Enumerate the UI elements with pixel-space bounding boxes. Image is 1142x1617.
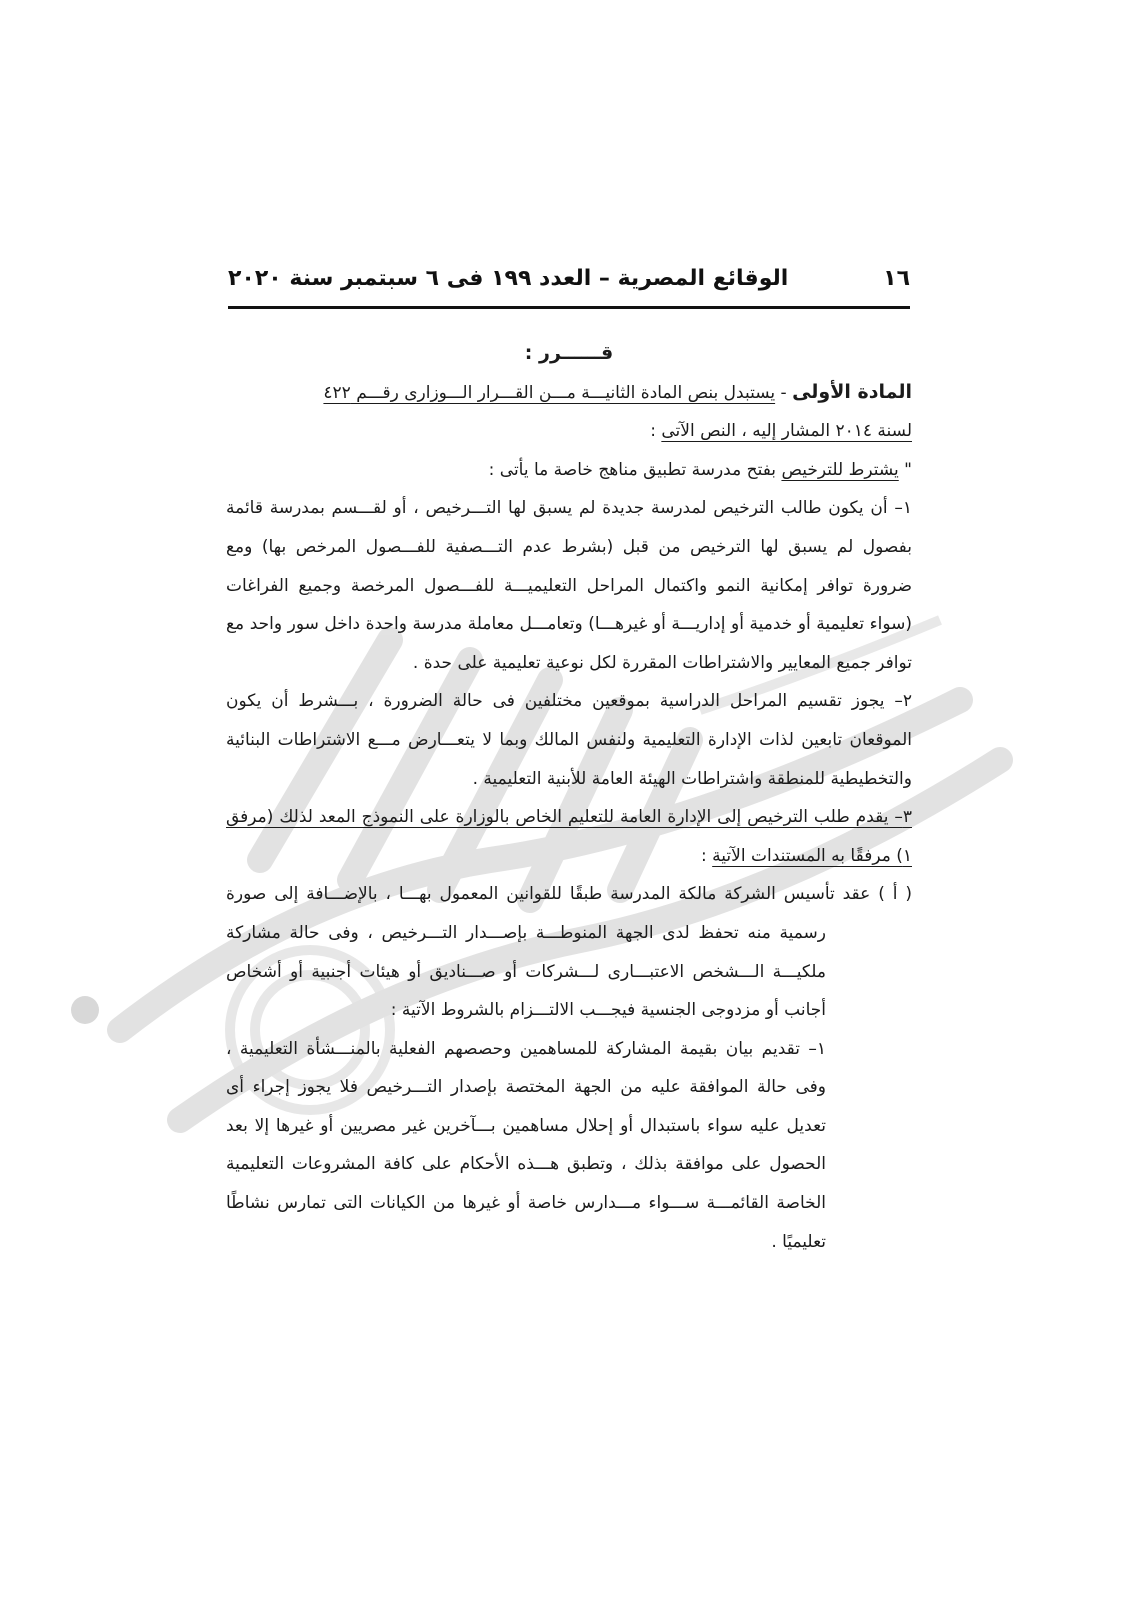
quote-intro (226, 451, 912, 490)
quote-intro-underlined: يشترط للترخيص (781, 459, 899, 480)
clause-3-a: ( أ ) عقد تأسيس الشركة مالكة المدرسة طبقًا للقوانين المعمول بهـــا ، بالإضـــافة إلى صورة رسمية منه تحفظ لدى الجهة المنوطـــة بإصـــدار التـــرخيص ، وفى حالة مشاركة ملكيـــة الـــشخص الاعتبـــارى لـــشركات أو صـــناديق أو هيئات أجنبية أو أشخاص أجانب أو مزدوجى الجنسية فيجـــب الالتـــزام بالشروط الآتية : (226, 884, 912, 1021)
clause-3-underlined: ٣– يقدم طلب الترخيص إلى الإدارة العامة للتعليم الخاص بالوزارة على النموذج المعد لذلك (مرفق ١) مرفقًا به المستندات الآتية (226, 807, 912, 866)
article-one-label: المادة الأولى (792, 380, 912, 403)
decree-title (226, 334, 912, 373)
clause-3 (226, 798, 912, 875)
clause-1: ١– أن يكون طالب الترخيص لمدرسة جديدة لم يسبق لها التـــرخيص ، أو لقـــسم بمدرسة قائمة بفصول لم يسبق لها الترخيص من قبل (بشرط عدم التـــصفية للفـــصول المرخص بها) ومع ضرورة توافر إمكانية النمو واكتمال المراحل التعليميـــة للفـــصول المرخصة وجميع الفراغات (سواء تعليمية أو خدمية أو إداريـــة أو غيرهـــا) وتعامـــل معاملة مدرسة واحدة داخل سور واحد مع توافر جميع المعايير والاشتراطات المقررة لكل نوعية تعليمية على حدة . (226, 498, 912, 673)
page-header (228, 258, 910, 298)
header-rule (228, 306, 910, 309)
article-one-line2-tail: : (650, 421, 662, 442)
article-one-text: يستبدل بنص المادة الثانيـــة مـــن القـــرار الـــوزارى رقـــم ٤٢٢ (323, 382, 776, 403)
clause-3-a-1: ١– تقديم بيان بقيمة المشاركة للمساهمين وحصصهم الفعلية بالمنـــشأة التعليمية ، وفى حالة الموافقة عليه من الجهة المختصة بإصدار التـــرخيص فلا يجوز إجراء أى تعديل عليه سواء باستبدال أو إحلال مساهمين بـــآخرين غير مصريين أو غيرها إلا بعد الحصول على موافقة بذلك ، وتطبق هـــذه الأحكام على كافة المشروعات التعليمية الخاصة القائمـــة ســـواء مـــدارس خاصة أو غيرها من الكيانات التى تمارس نشاطًا تعليميًا . (226, 1038, 826, 1252)
article-one-separator: - (775, 382, 793, 403)
article-one-line2: لسنة ٢٠١٤ المشار إليه ، النص الآتى (661, 421, 912, 442)
running-title: الوقائع المصرية – العدد ١٩٩ فى ٦ سبتمبر سنة ٢٠٢٠ (228, 265, 789, 291)
decree-title-colon: : (524, 342, 540, 364)
decree-body (226, 334, 912, 1261)
clause-2: ٢– يجوز تقسيم المراحل الدراسية بموقعين مختلفين فى حالة الضرورة ، بـــشرط أن يكون الموقعان تابعين لذات الإدارة التعليمية ولنفس المالك وبما لا يتعـــارض مـــع الاشتراطات البنائية والتخطيطية للمنطقة واشتراطات الهيئة العامة للأبنية التعليمية . (226, 691, 912, 789)
decree-title-word: قــــــرر (539, 342, 614, 364)
clause-3-tail: : (701, 845, 713, 866)
quote-intro-text: بفتح مدرسة تطبيق مناهج خاصة ما يأتى : (488, 459, 782, 480)
quote-mark: " (898, 459, 912, 480)
page-number: ١٦ (883, 265, 910, 291)
article-one (226, 373, 912, 451)
